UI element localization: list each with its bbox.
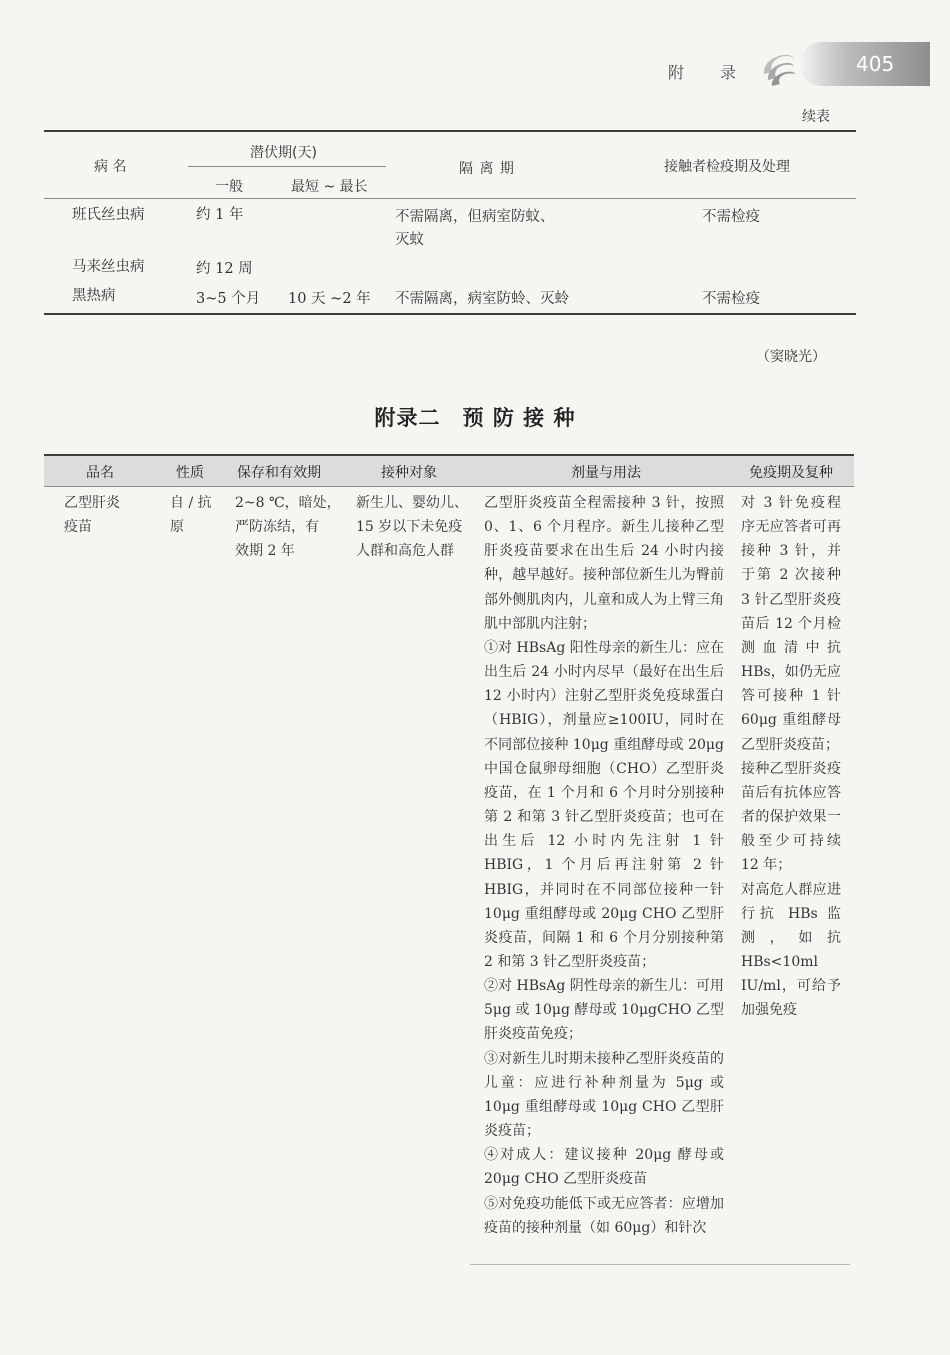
table-bottom-rule xyxy=(44,313,856,315)
col-header-incubation: 潜伏期(天) xyxy=(250,145,317,161)
table-top-rule xyxy=(44,130,856,132)
table-row-contact: 不需检疫 xyxy=(702,291,760,307)
continued-label: 续表 xyxy=(802,109,830,125)
cell-storage-line: 2~8 ℃，暗处， xyxy=(235,495,341,511)
col-header-name: 品名 xyxy=(86,465,114,481)
col-header-general: 一般 xyxy=(215,179,243,195)
table-row-contact: 不需检疫 xyxy=(702,209,760,225)
cell-nature xyxy=(170,491,212,539)
table-row-general: 约 12 周 xyxy=(196,261,253,277)
table-header-rule xyxy=(44,198,856,199)
table-row-general: 3~5 个月 xyxy=(196,291,261,307)
dosage-item-2: ②对 HBsAg 阴性母亲的新生儿：可用 5μg 或 10μg 酵母或 10μgCHO 乙型肝炎疫苗免疫； xyxy=(484,978,724,1043)
page-number: 405 xyxy=(856,52,895,76)
table-row-isolation: 不需隔离，病室防蛉、灭蛉 xyxy=(395,291,569,307)
section-title: 附录二 预 防 接 种 xyxy=(374,406,576,430)
table-row-disease: 班氏丝虫病 xyxy=(72,207,145,223)
cell-name xyxy=(64,491,120,539)
table-row-disease: 黑热病 xyxy=(72,288,116,304)
dosage-item-1: ①对 HBsAg 阳性母亲的新生儿：应在出生后 24 小时内尽早（最好在出生后 12 小时内）注射乙型肝炎免疫球蛋白（HBIG），剂量应≥100IU，同时在不同部位接种 10μg 重组酵母或 20μg 中国仓鼠卵母细胞（CHO）乙型肝炎疫苗，在 1 个月和 6 个月时分别接种第 2 和第 3 针乙型肝炎疫苗；也可在出生后 12 小时内先注射 1 针 HBIG，1 个月后再注射第 2 针 HBIG，并同时在不同部位接种一针 10μg 重组酵母或 20μg CHO 乙型肝炎疫苗，间隔 1 和 6 个月分别接种第 2 和第 3 针乙型肝炎疫苗； xyxy=(484,639,724,970)
col-header-disease: 病 名 xyxy=(94,159,127,175)
col-header-isolation: 隔 离 期 xyxy=(459,161,515,177)
author-credit: （窦晓光） xyxy=(756,349,826,365)
cell-nature-line: 原 xyxy=(170,519,184,535)
table-row-isolation-cont: 灭蚊 xyxy=(395,232,424,248)
table-row-general: 约 1 年 xyxy=(196,207,244,223)
running-header-char-1: 附 xyxy=(668,63,685,82)
dosage-item-5: ⑤对免疫功能低下或无应答者：应增加疫苗的接种剂量（如 60μg）和针次 xyxy=(484,1195,724,1236)
dosage-intro: 乙型肝炎疫苗全程需接种 3 针，按照 0、1、6 个月程序。新生儿接种乙型肝炎疫苗要求在出生后 24 小时内接种，越早越好。接种部位新生儿为臀前部外侧肌肉内，儿童和成人为上臂三角肌中部肌内注射； xyxy=(484,495,724,632)
col-header-immunity: 免疫期及复种 xyxy=(749,465,833,481)
cell-nature-line: 自 / 抗 xyxy=(170,495,212,511)
table-row-disease: 马来丝虫病 xyxy=(72,259,145,275)
immunity-para-3: 对高危人群应进行抗 HBs 监测，如抗 HBs<10ml IU/ml，可给予加强免疫 xyxy=(741,881,841,1019)
cell-target-line: 人群和高危人群 xyxy=(356,543,454,559)
cell-storage-line: 效期 2 年 xyxy=(235,543,295,559)
cell-target-line: 新生儿、婴幼儿、 xyxy=(356,495,468,511)
cell-storage-line: 严防冻结，有 xyxy=(235,519,319,535)
dosage-item-3: ③对新生儿时期未接种乙型肝炎疫苗的儿童：应进行补种剂量为 5μg 或 10μg 重组酵母或 10μg CHO 乙型肝炎疫苗； xyxy=(484,1050,724,1140)
swirl-logo-icon xyxy=(758,44,798,88)
cell-dosage xyxy=(484,491,724,1240)
cell-target-line: 15 岁以下未免疫 xyxy=(356,519,463,535)
col-header-target: 接种对象 xyxy=(381,465,437,481)
col-header-range: 最短 ~ 最长 xyxy=(291,179,368,195)
cell-storage xyxy=(235,491,341,563)
immunity-para-1: 对 3 针免疫程序无应答者可再接种 3 针，并于第 2 次接种 3 针乙型肝炎疫苗后 12 个月检测血清中抗 HBs，如仍无应答可接种 1 针 60μg 重组酵母乙型肝炎疫苗； xyxy=(741,495,841,753)
cell-target xyxy=(356,491,468,563)
col-header-dosage: 剂量与用法 xyxy=(571,465,641,481)
table-row-isolation: 不需隔离，但病室防蚊、 xyxy=(395,209,555,225)
vaccine-table-header-band xyxy=(44,456,854,486)
immunity-para-2: 接种乙型肝炎疫苗后有抗体应答者的保护效果一般至少可持续 12 年； xyxy=(741,760,841,874)
cell-name-line: 疫苗 xyxy=(64,519,92,535)
cell-immunity xyxy=(741,491,841,1022)
col-header-storage: 保存和有效期 xyxy=(237,465,321,481)
table-row-range: 10 天 ~2 年 xyxy=(288,291,371,307)
table-continuation-rule xyxy=(470,1264,850,1265)
col-header-contact: 接触者检疫期及处理 xyxy=(664,159,790,175)
dosage-item-4: ④对成人：建议接种 20μg 酵母或 20μg CHO 乙型肝炎疫苗 xyxy=(484,1147,724,1188)
vaccine-table-header-rule xyxy=(44,486,854,487)
cell-name-line: 乙型肝炎 xyxy=(64,495,120,511)
col-header-nature: 性质 xyxy=(176,465,204,481)
running-header-char-2: 录 xyxy=(720,63,737,82)
incubation-subrule xyxy=(188,166,386,167)
